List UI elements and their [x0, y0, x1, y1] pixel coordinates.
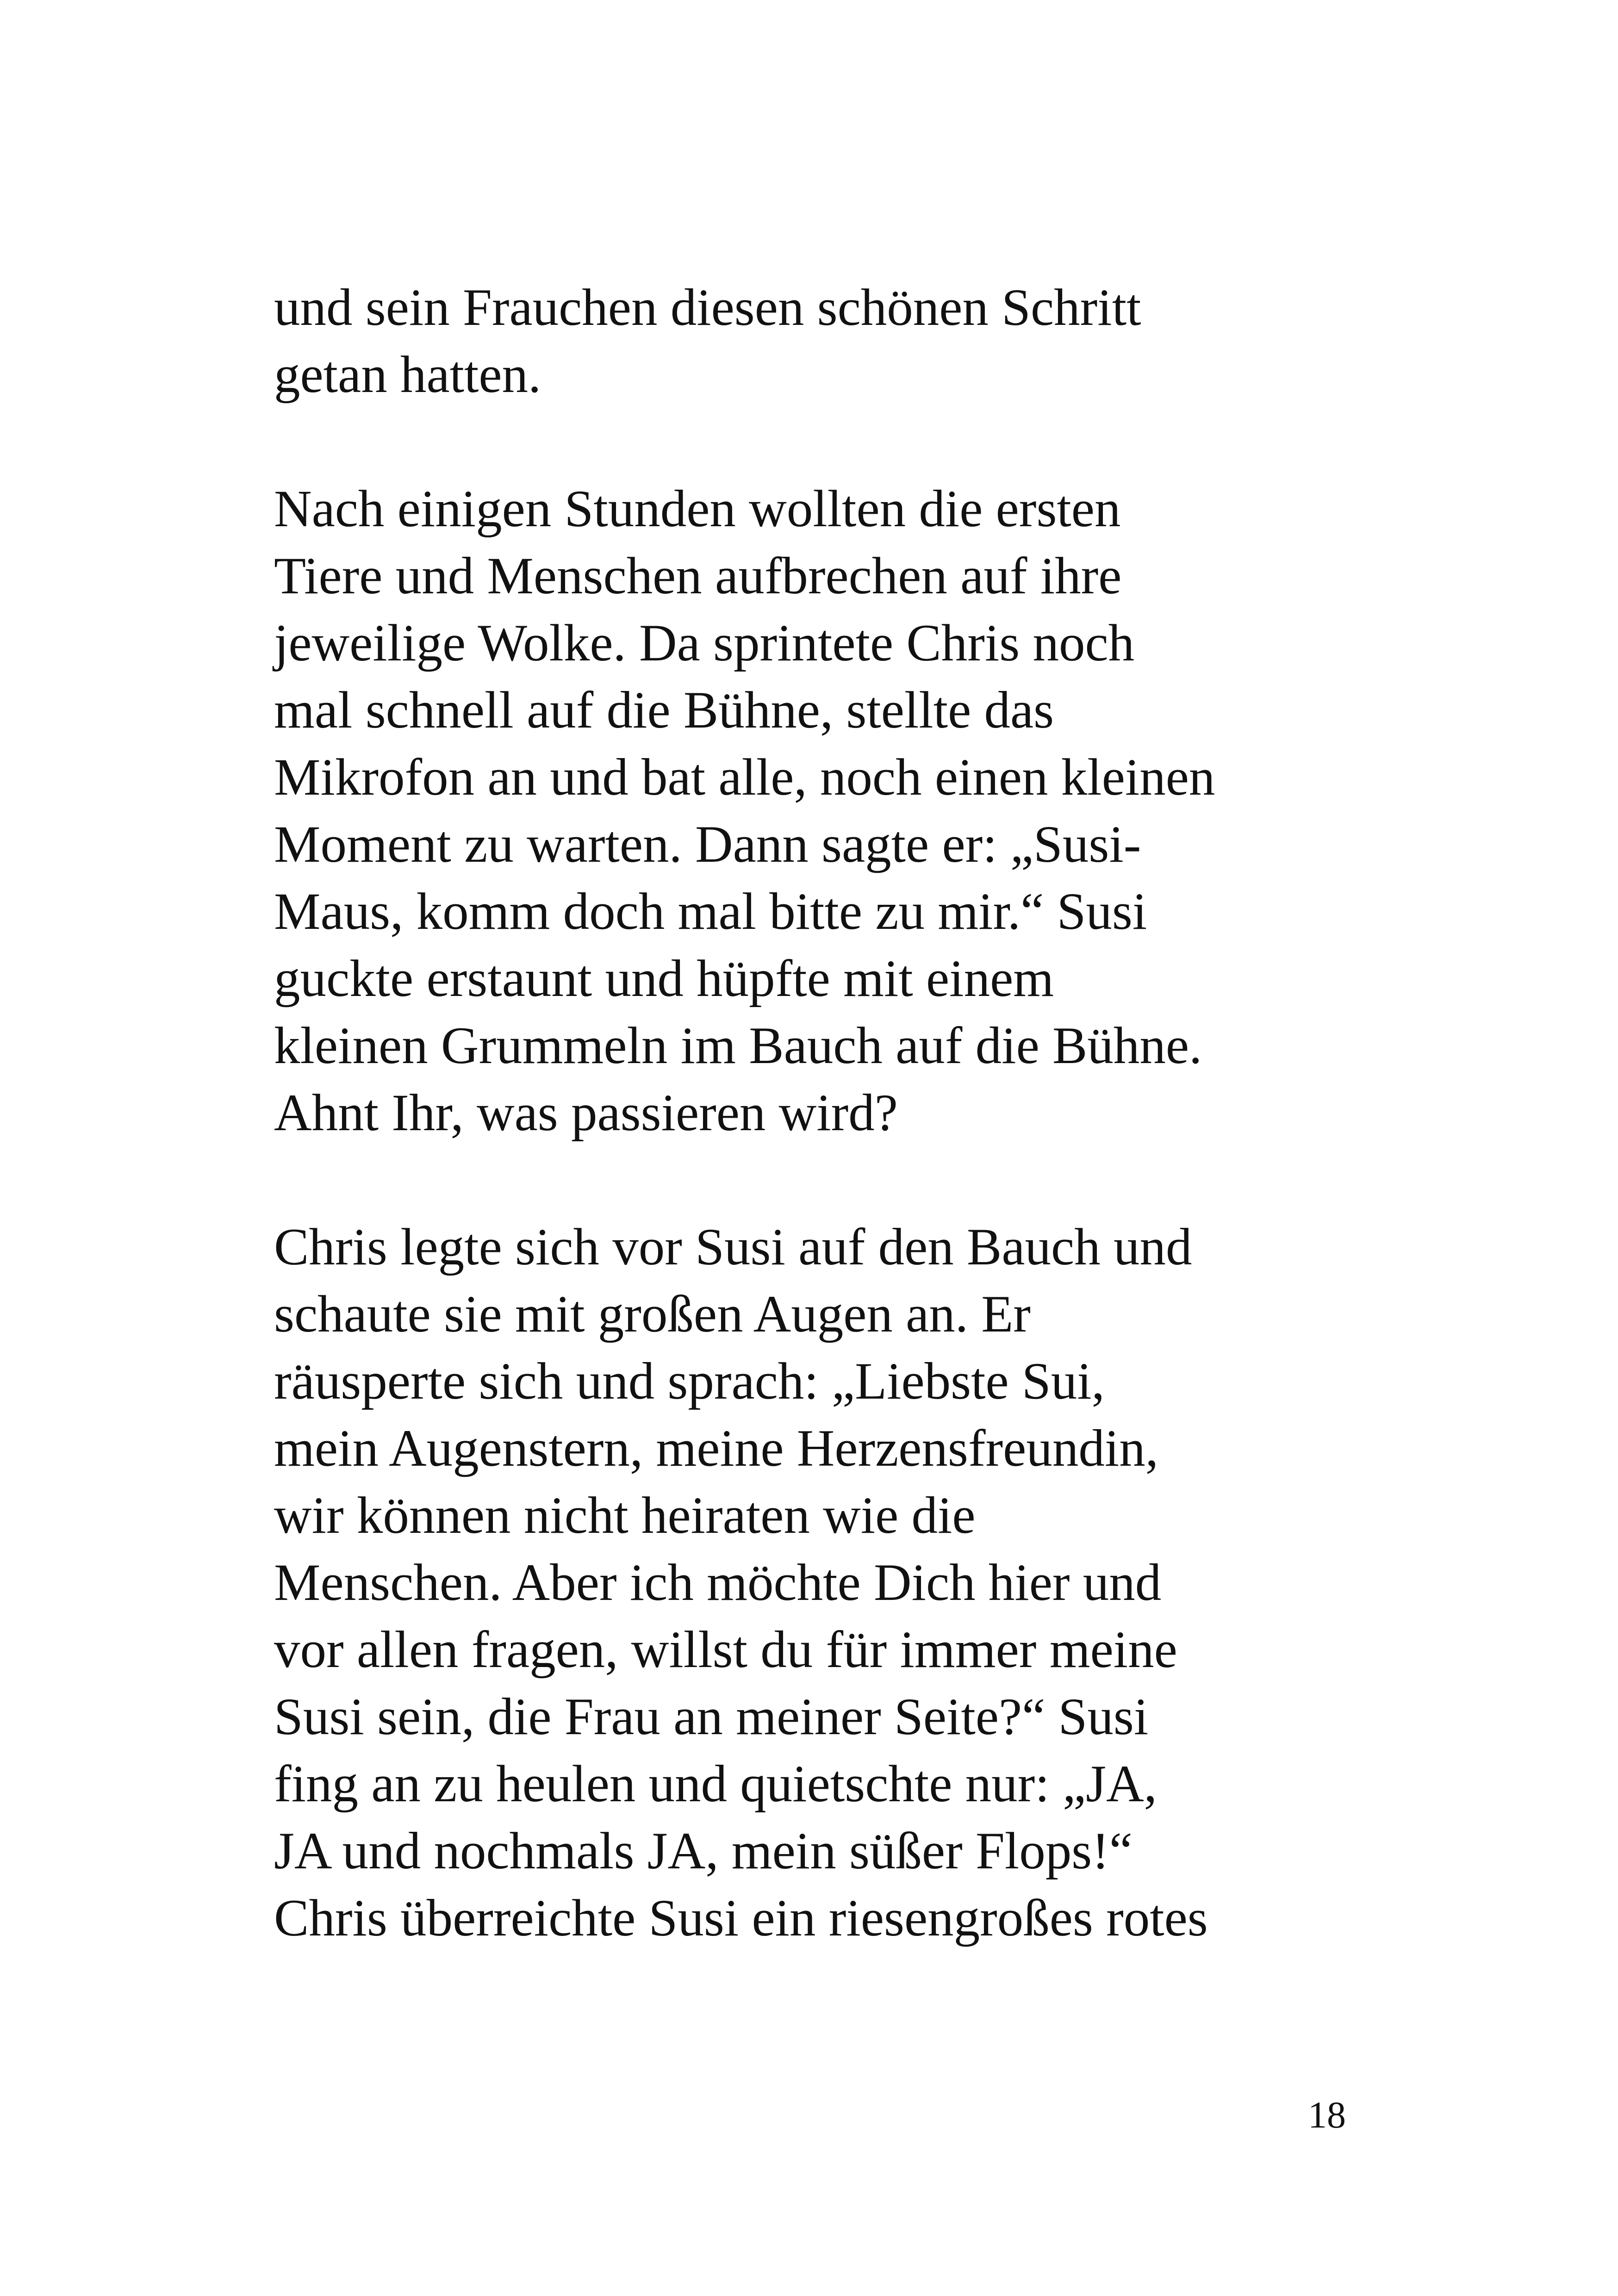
text-line: fing an zu heulen und quietschte nur: „JA, [274, 1755, 1157, 1813]
text-line: guckte erstaunt und hüpfte mit einem [274, 950, 1054, 1008]
text-line: schaute sie mit großen Augen an. Er [274, 1285, 1031, 1343]
text-line: vor allen fragen, willst du für immer meine [274, 1621, 1177, 1679]
paragraph-3 [274, 1213, 1385, 1952]
text-line: jeweilige Wolke. Da sprintete Chris noch [274, 614, 1135, 672]
text-line: wir können nicht heiraten wie die [274, 1487, 976, 1544]
text-line: mein Augenstern, meine Herzensfreundin, [274, 1419, 1158, 1477]
text-line: JA und nochmals JA, mein süßer Flops!“ [274, 1822, 1133, 1880]
text-line: Maus, komm doch mal bitte zu mir.“ Susi [274, 883, 1147, 940]
text-line: Mikrofon an und bat alle, noch einen kleinen [274, 748, 1215, 806]
text-line: Chris legte sich vor Susi auf den Bauch und [274, 1218, 1192, 1276]
text-line: Nach einigen Stunden wollten die ersten [274, 480, 1121, 538]
body-text [274, 274, 1385, 1952]
text-line: getan hatten. [274, 346, 541, 404]
paragraph-1 [274, 274, 1385, 408]
text-line: Menschen. Aber ich möchte Dich hier und [274, 1554, 1162, 1612]
paragraph-2 [274, 475, 1385, 1146]
text-line: und sein Frauchen diesen schönen Schritt [274, 279, 1141, 336]
text-line: kleinen Grummeln im Bauch auf die Bühne. [274, 1017, 1202, 1075]
text-line: Chris überreichte Susi ein riesengroßes rotes [274, 1889, 1208, 1947]
text-line: Tiere und Menschen aufbrechen auf ihre [274, 547, 1122, 605]
text-line: mal schnell auf die Bühne, stellte das [274, 681, 1054, 739]
text-line: Moment zu warten. Dann sagte er: „Susi- [274, 815, 1141, 873]
text-line: räusperte sich und sprach: „Liebste Sui, [274, 1352, 1105, 1410]
paragraph-gap [274, 408, 1385, 475]
paragraph-gap [274, 1146, 1385, 1213]
text-line: Susi sein, die Frau an meiner Seite?“ Susi [274, 1688, 1149, 1746]
text-line: Ahnt Ihr, was passieren wird? [274, 1084, 898, 1142]
page-number: 18 [1308, 2094, 1346, 2136]
